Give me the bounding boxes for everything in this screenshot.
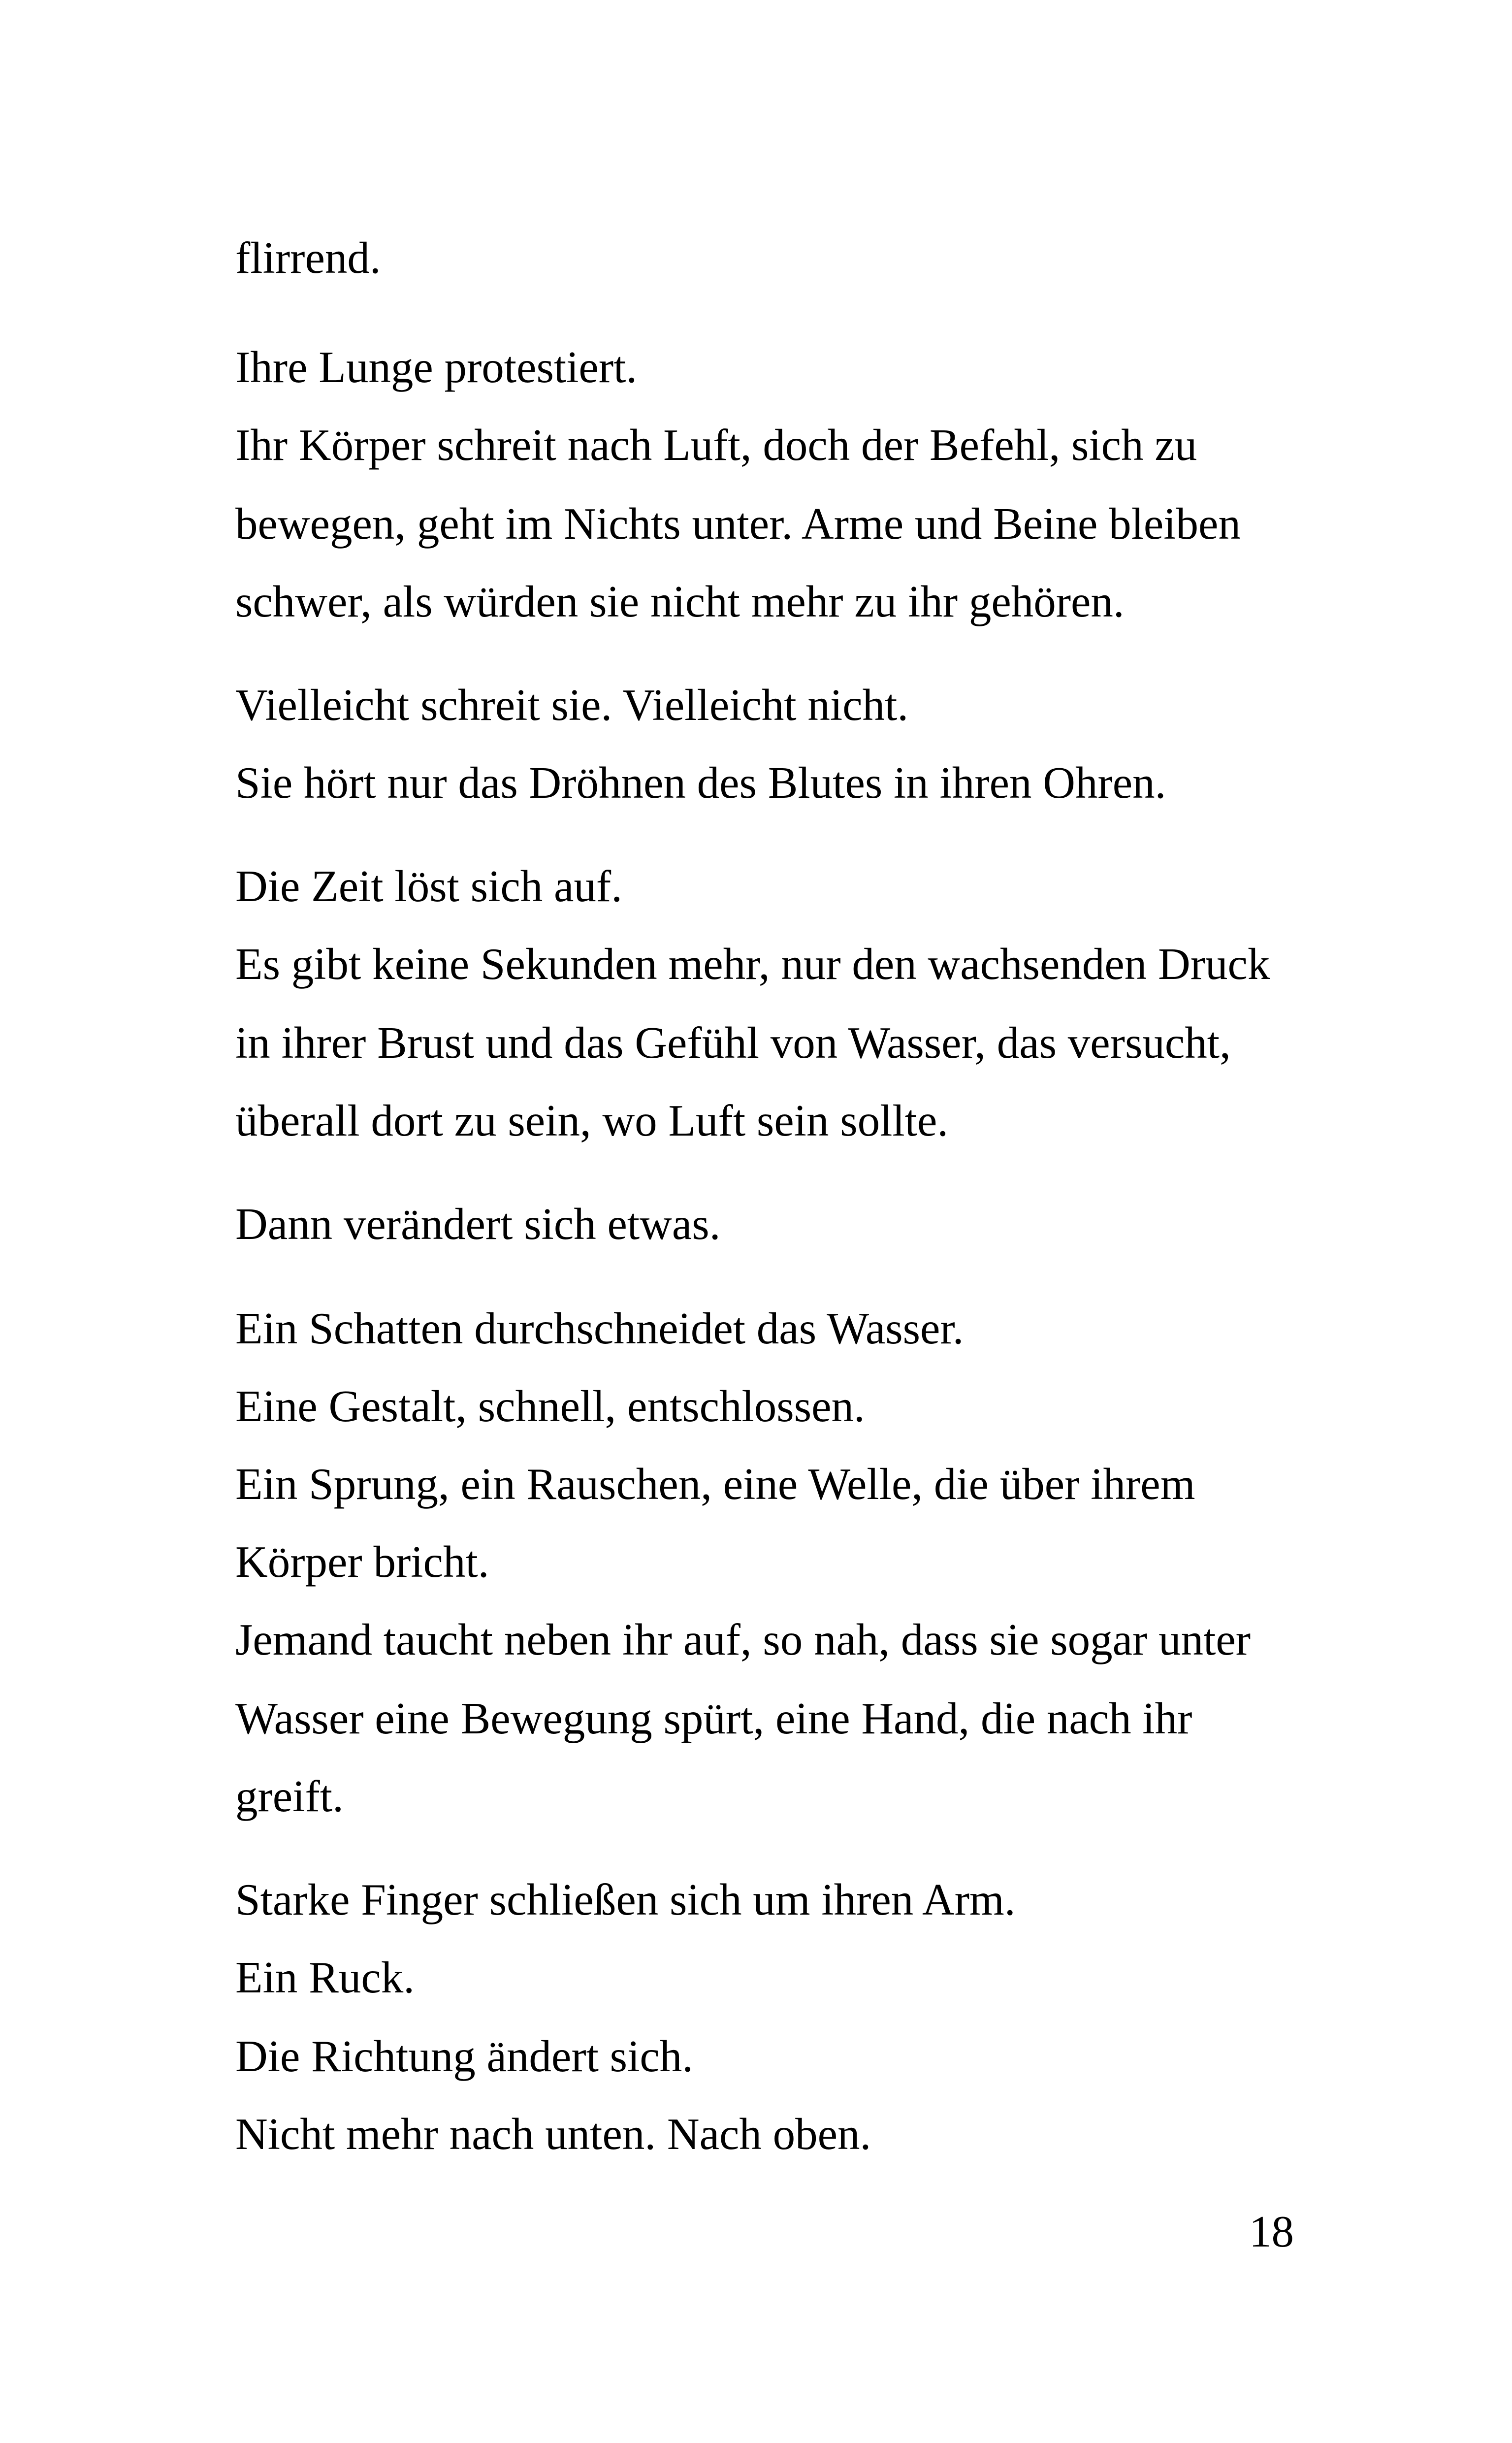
text-line: Dann verändert sich etwas. [235, 1199, 721, 1249]
text-line: Ein Ruck. [235, 1953, 415, 2002]
text-line: Ihre Lunge protestiert. [235, 342, 638, 392]
page-number: 18 [1249, 2207, 1294, 2256]
text-line: Jemand taucht neben ihr auf, so nah, dass sie sogar unter [235, 1615, 1251, 1664]
text-line: Wasser eine Bewegung spürt, eine Hand, die nach ihr [235, 1694, 1192, 1743]
text-line: bewegen, geht im Nichts unter. Arme und Beine bleiben [235, 499, 1241, 549]
text-line: Es gibt keine Sekunden mehr, nur den wachsenden Druck [235, 939, 1270, 989]
text-line: Ihr Körper schreit nach Luft, doch der Befehl, sich zu [235, 420, 1197, 470]
text-line: Nicht mehr nach unten. Nach oben. [235, 2109, 871, 2159]
text-line: flirrend. [235, 233, 381, 283]
text-line: Ein Sprung, ein Rauschen, eine Welle, die über ihrem [235, 1459, 1195, 1509]
text-line: Starke Finger schließen sich um ihren Arm. [235, 1875, 1016, 1924]
text-line: Ein Schatten durchschneidet das Wasser. [235, 1303, 964, 1353]
text-line: Vielleicht schreit sie. Vielleicht nicht. [235, 680, 909, 730]
text-line: Die Richtung ändert sich. [235, 2031, 693, 2081]
text-line: Körper bricht. [235, 1537, 489, 1587]
text-line: überall dort zu sein, wo Luft sein sollte. [235, 1096, 949, 1145]
text-line: greift. [235, 1771, 344, 1821]
text-line: schwer, als würden sie nicht mehr zu ihr gehören. [235, 577, 1125, 626]
text-line: Eine Gestalt, schnell, entschlossen. [235, 1381, 865, 1431]
text-line: Sie hört nur das Dröhnen des Blutes in ihren Ohren. [235, 758, 1166, 808]
text-line: Die Zeit löst sich auf. [235, 861, 622, 911]
text-line: in ihrer Brust und das Gefühl von Wasser, das versucht, [235, 1018, 1231, 1068]
